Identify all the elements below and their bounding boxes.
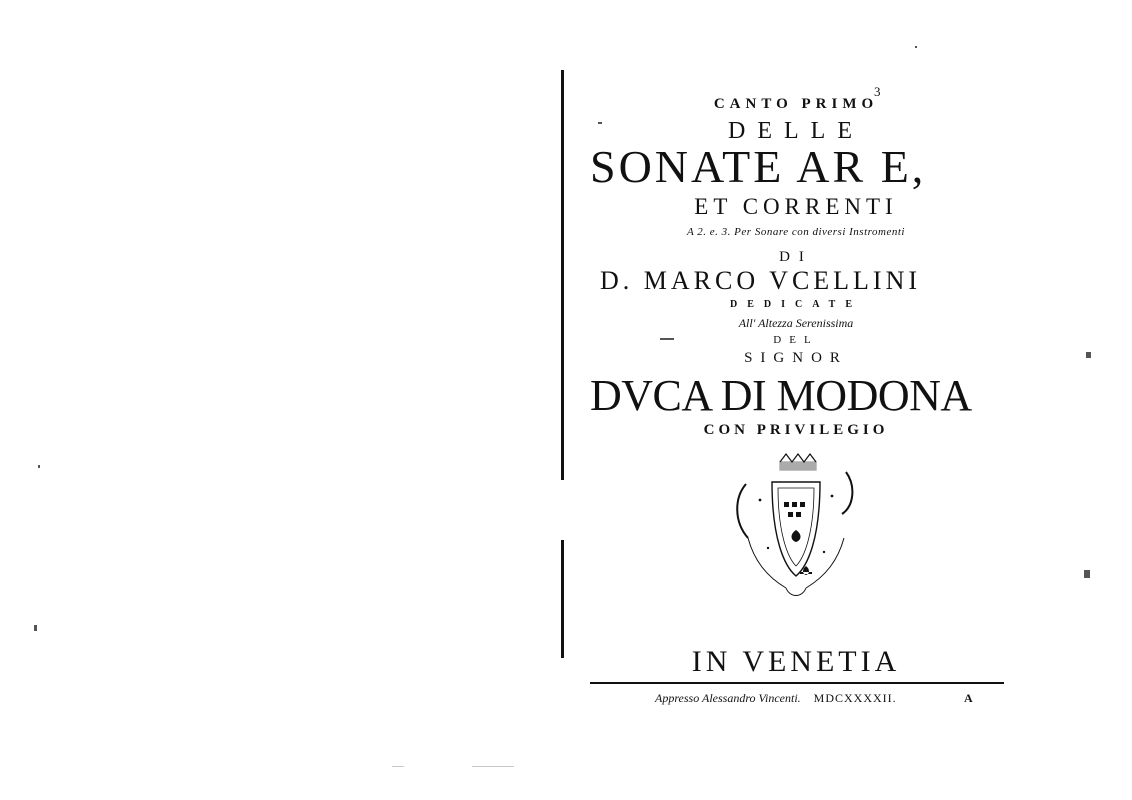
part-heading: CANTO PRIMO [713, 96, 879, 112]
title-line-di: DI [779, 249, 813, 265]
imprint-rule [590, 682, 1004, 684]
scan-speck [598, 122, 602, 124]
scan-smudge [392, 766, 404, 767]
imprint-city: IN VENETIA [691, 645, 901, 678]
coat-of-arms-emblem [726, 448, 866, 618]
title-line-delle: DELLE [728, 118, 864, 144]
scan-speck [660, 338, 674, 340]
scan-speck [1084, 570, 1090, 578]
dedicatee-name: DVCA DI MODONA [590, 371, 972, 420]
left-margin-rule-bottom [561, 540, 564, 658]
instrumentation-line: A 2. e. 3. Per Sonare con diversi Instromenti [687, 226, 905, 238]
author-name: D. MARCO VCELLINI [600, 266, 922, 295]
scan-speck [915, 46, 917, 48]
dedication-line: All' Altezza Serenissima [738, 316, 854, 330]
publisher: Appresso Alessandro Vincenti. [655, 691, 801, 705]
title-line-sonate: SONATE AR E, [590, 141, 927, 192]
imprint-line [655, 691, 897, 706]
title-line-correnti: ET CORRENTI [694, 194, 898, 219]
scan-speck [1086, 352, 1091, 358]
signature-mark: A [964, 691, 973, 705]
title-line-del: DEL [773, 334, 819, 346]
scan-speck [38, 465, 40, 468]
left-margin-rule-top [561, 70, 564, 480]
page-number: 3 [874, 84, 881, 99]
scan-speck [34, 625, 37, 631]
scan-smudge [472, 766, 514, 767]
publication-year: MDCXXXXII. [813, 691, 897, 705]
dedication-label: DEDICATE [729, 299, 863, 310]
title-line-signor: SIGNOR [744, 350, 848, 366]
privilege-line: CON PRIVILEGIO [703, 422, 889, 438]
